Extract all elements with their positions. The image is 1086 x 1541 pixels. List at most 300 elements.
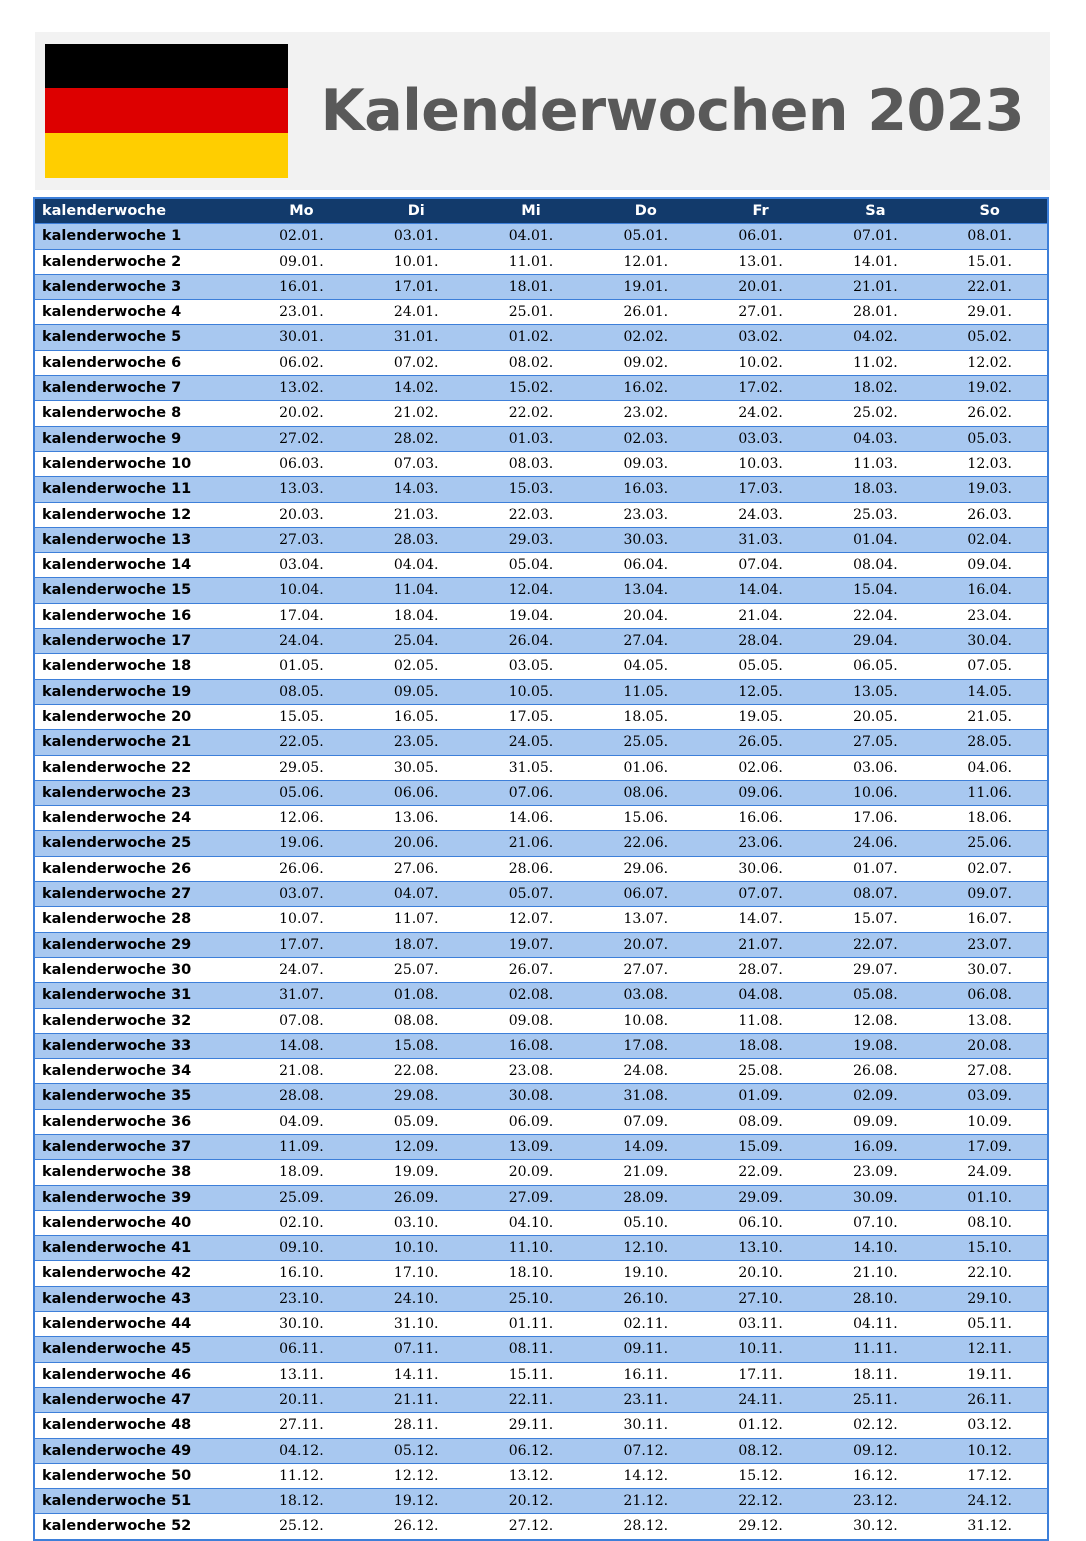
date-cell: 06.02. [244, 350, 359, 375]
table-row [34, 882, 1048, 907]
date-cell: 13.03. [244, 477, 359, 502]
week-label-cell: kalenderwoche 46 [34, 1362, 244, 1387]
date-cell: 02.10. [244, 1210, 359, 1235]
date-cell: 08.05. [244, 679, 359, 704]
date-cell: 17.12. [933, 1463, 1048, 1488]
date-cell: 16.05. [359, 704, 474, 729]
date-cell: 15.05. [244, 704, 359, 729]
date-cell: 10.10. [359, 1236, 474, 1261]
date-cell: 03.04. [244, 553, 359, 578]
flag-stripe-red [45, 88, 288, 133]
date-cell: 08.04. [818, 553, 933, 578]
date-cell: 21.08. [244, 1059, 359, 1084]
date-cell: 24.07. [244, 957, 359, 982]
date-cell: 18.11. [818, 1362, 933, 1387]
column-header-mo: Mo [244, 198, 359, 224]
date-cell: 15.07. [818, 907, 933, 932]
date-cell: 01.07. [818, 856, 933, 881]
date-cell: 26.07. [474, 957, 589, 982]
date-cell: 09.01. [244, 249, 359, 274]
date-cell: 27.04. [588, 629, 703, 654]
date-cell: 04.07. [359, 882, 474, 907]
date-cell: 17.06. [818, 806, 933, 831]
date-cell: 31.01. [359, 325, 474, 350]
date-cell: 25.06. [933, 831, 1048, 856]
date-cell: 12.02. [933, 350, 1048, 375]
date-cell: 02.09. [818, 1084, 933, 1109]
week-label-cell: kalenderwoche 50 [34, 1463, 244, 1488]
date-cell: 20.02. [244, 401, 359, 426]
table-row [34, 1059, 1048, 1084]
table-row [34, 553, 1048, 578]
table-row [34, 780, 1048, 805]
date-cell: 18.12. [244, 1489, 359, 1514]
date-cell: 11.01. [474, 249, 589, 274]
date-cell: 21.02. [359, 401, 474, 426]
date-cell: 02.02. [588, 325, 703, 350]
date-cell: 20.12. [474, 1489, 589, 1514]
date-cell: 25.04. [359, 629, 474, 654]
date-cell: 29.04. [818, 629, 933, 654]
date-cell: 31.07. [244, 983, 359, 1008]
date-cell: 30.03. [588, 527, 703, 552]
week-label-cell: kalenderwoche 24 [34, 806, 244, 831]
table-row [34, 629, 1048, 654]
date-cell: 17.11. [703, 1362, 818, 1387]
date-cell: 10.03. [703, 451, 818, 476]
date-cell: 21.04. [703, 603, 818, 628]
date-cell: 10.01. [359, 249, 474, 274]
date-cell: 20.11. [244, 1387, 359, 1412]
date-cell: 11.02. [818, 350, 933, 375]
date-cell: 19.04. [474, 603, 589, 628]
date-cell: 27.01. [703, 300, 818, 325]
week-label-cell: kalenderwoche 49 [34, 1438, 244, 1463]
date-cell: 06.07. [588, 882, 703, 907]
date-cell: 15.03. [474, 477, 589, 502]
date-cell: 25.05. [588, 730, 703, 755]
date-cell: 07.06. [474, 780, 589, 805]
date-cell: 21.06. [474, 831, 589, 856]
date-cell: 20.08. [933, 1033, 1048, 1058]
date-cell: 27.02. [244, 426, 359, 451]
date-cell: 08.09. [703, 1109, 818, 1134]
date-cell: 09.06. [703, 780, 818, 805]
date-cell: 30.08. [474, 1084, 589, 1109]
date-cell: 17.03. [703, 477, 818, 502]
date-cell: 24.12. [933, 1489, 1048, 1514]
date-cell: 13.10. [703, 1236, 818, 1261]
date-cell: 29.08. [359, 1084, 474, 1109]
date-cell: 22.02. [474, 401, 589, 426]
week-label-cell: kalenderwoche 26 [34, 856, 244, 881]
date-cell: 31.05. [474, 755, 589, 780]
week-label-cell: kalenderwoche 28 [34, 907, 244, 932]
date-cell: 14.04. [703, 578, 818, 603]
table-row [34, 426, 1048, 451]
date-cell: 25.03. [818, 502, 933, 527]
date-cell: 14.10. [818, 1236, 933, 1261]
date-cell: 04.02. [818, 325, 933, 350]
date-cell: 28.12. [588, 1514, 703, 1540]
table-row [34, 957, 1048, 982]
week-label-cell: kalenderwoche 47 [34, 1387, 244, 1412]
date-cell: 06.04. [588, 553, 703, 578]
date-cell: 24.09. [933, 1160, 1048, 1185]
date-cell: 12.09. [359, 1134, 474, 1159]
date-cell: 01.11. [474, 1312, 589, 1337]
date-cell: 19.10. [588, 1261, 703, 1286]
date-cell: 15.10. [933, 1236, 1048, 1261]
date-cell: 25.02. [818, 401, 933, 426]
date-cell: 12.06. [244, 806, 359, 831]
table-row [34, 1463, 1048, 1488]
date-cell: 23.12. [818, 1489, 933, 1514]
date-cell: 30.07. [933, 957, 1048, 982]
date-cell: 09.02. [588, 350, 703, 375]
table-row [34, 1160, 1048, 1185]
date-cell: 06.09. [474, 1109, 589, 1134]
date-cell: 21.03. [359, 502, 474, 527]
date-cell: 26.08. [818, 1059, 933, 1084]
date-cell: 08.11. [474, 1337, 589, 1362]
table-row [34, 376, 1048, 401]
date-cell: 18.08. [703, 1033, 818, 1058]
table-row [34, 477, 1048, 502]
date-cell: 12.12. [359, 1463, 474, 1488]
date-cell: 15.06. [588, 806, 703, 831]
table-row [34, 1084, 1048, 1109]
date-cell: 29.01. [933, 300, 1048, 325]
date-cell: 26.02. [933, 401, 1048, 426]
date-cell: 07.05. [933, 654, 1048, 679]
week-label-cell: kalenderwoche 21 [34, 730, 244, 755]
date-cell: 15.04. [818, 578, 933, 603]
date-cell: 07.02. [359, 350, 474, 375]
date-cell: 16.04. [933, 578, 1048, 603]
week-label-cell: kalenderwoche 43 [34, 1286, 244, 1311]
date-cell: 30.01. [244, 325, 359, 350]
date-cell: 26.09. [359, 1185, 474, 1210]
date-cell: 27.11. [244, 1413, 359, 1438]
date-cell: 10.02. [703, 350, 818, 375]
flag-stripe-black [45, 44, 288, 89]
date-cell: 16.07. [933, 907, 1048, 932]
table-row [34, 1362, 1048, 1387]
week-label-cell: kalenderwoche 36 [34, 1109, 244, 1134]
date-cell: 22.04. [818, 603, 933, 628]
date-cell: 14.01. [818, 249, 933, 274]
date-cell: 14.08. [244, 1033, 359, 1058]
date-cell: 08.08. [359, 1008, 474, 1033]
date-cell: 28.03. [359, 527, 474, 552]
table-row [34, 1413, 1048, 1438]
date-cell: 16.10. [244, 1261, 359, 1286]
date-cell: 18.02. [818, 376, 933, 401]
date-cell: 26.04. [474, 629, 589, 654]
column-header-so: So [933, 198, 1048, 224]
week-label-cell: kalenderwoche 35 [34, 1084, 244, 1109]
date-cell: 12.07. [474, 907, 589, 932]
date-cell: 18.06. [933, 806, 1048, 831]
date-cell: 20.05. [818, 704, 933, 729]
date-cell: 13.11. [244, 1362, 359, 1387]
date-cell: 07.12. [588, 1438, 703, 1463]
date-cell: 11.08. [703, 1008, 818, 1033]
date-cell: 04.09. [244, 1109, 359, 1134]
table-row [34, 527, 1048, 552]
date-cell: 09.03. [588, 451, 703, 476]
date-cell: 23.04. [933, 603, 1048, 628]
date-cell: 02.04. [933, 527, 1048, 552]
table-row [34, 1008, 1048, 1033]
date-cell: 24.02. [703, 401, 818, 426]
date-cell: 08.06. [588, 780, 703, 805]
date-cell: 02.07. [933, 856, 1048, 881]
date-cell: 01.08. [359, 983, 474, 1008]
week-label-cell: kalenderwoche 18 [34, 654, 244, 679]
date-cell: 18.10. [474, 1261, 589, 1286]
date-cell: 21.11. [359, 1387, 474, 1412]
week-label-cell: kalenderwoche 29 [34, 932, 244, 957]
date-cell: 08.07. [818, 882, 933, 907]
week-label-cell: kalenderwoche 27 [34, 882, 244, 907]
date-cell: 16.03. [588, 477, 703, 502]
date-cell: 11.03. [818, 451, 933, 476]
date-cell: 06.01. [703, 224, 818, 249]
week-label-cell: kalenderwoche 42 [34, 1261, 244, 1286]
date-cell: 17.02. [703, 376, 818, 401]
table-head [34, 198, 1048, 224]
date-cell: 06.11. [244, 1337, 359, 1362]
date-cell: 04.08. [703, 983, 818, 1008]
table-row [34, 983, 1048, 1008]
date-cell: 12.10. [588, 1236, 703, 1261]
date-cell: 27.03. [244, 527, 359, 552]
table-row [34, 1489, 1048, 1514]
week-label-cell: kalenderwoche 8 [34, 401, 244, 426]
week-label-cell: kalenderwoche 45 [34, 1337, 244, 1362]
date-cell: 29.03. [474, 527, 589, 552]
week-label-cell: kalenderwoche 22 [34, 755, 244, 780]
page-title: Kalenderwochen 2023 [320, 77, 1024, 144]
date-cell: 11.10. [474, 1236, 589, 1261]
date-cell: 03.05. [474, 654, 589, 679]
column-header-mi: Mi [474, 198, 589, 224]
date-cell: 07.08. [244, 1008, 359, 1033]
date-cell: 02.05. [359, 654, 474, 679]
date-cell: 19.12. [359, 1489, 474, 1514]
date-cell: 30.04. [933, 629, 1048, 654]
date-cell: 20.01. [703, 274, 818, 299]
table-row [34, 502, 1048, 527]
date-cell: 21.09. [588, 1160, 703, 1185]
date-cell: 23.08. [474, 1059, 589, 1084]
date-cell: 23.05. [359, 730, 474, 755]
table-row [34, 932, 1048, 957]
table-row [34, 350, 1048, 375]
date-cell: 17.05. [474, 704, 589, 729]
date-cell: 21.10. [818, 1261, 933, 1286]
date-cell: 24.08. [588, 1059, 703, 1084]
date-cell: 05.06. [244, 780, 359, 805]
date-cell: 27.06. [359, 856, 474, 881]
date-cell: 18.05. [588, 704, 703, 729]
page-header [35, 32, 1050, 190]
date-cell: 17.09. [933, 1134, 1048, 1159]
table-row [34, 603, 1048, 628]
table-row [34, 1134, 1048, 1159]
date-cell: 08.01. [933, 224, 1048, 249]
date-cell: 06.06. [359, 780, 474, 805]
date-cell: 01.04. [818, 527, 933, 552]
date-cell: 20.03. [244, 502, 359, 527]
date-cell: 16.09. [818, 1134, 933, 1159]
week-label-cell: kalenderwoche 4 [34, 300, 244, 325]
table-body [34, 224, 1048, 1540]
date-cell: 09.12. [818, 1438, 933, 1463]
date-cell: 15.11. [474, 1362, 589, 1387]
date-cell: 06.03. [244, 451, 359, 476]
week-label-cell: kalenderwoche 25 [34, 831, 244, 856]
week-label-cell: kalenderwoche 40 [34, 1210, 244, 1235]
date-cell: 13.07. [588, 907, 703, 932]
week-label-cell: kalenderwoche 7 [34, 376, 244, 401]
date-cell: 27.12. [474, 1514, 589, 1540]
column-header-kalenderwoche: kalenderwoche [34, 198, 244, 224]
date-cell: 14.05. [933, 679, 1048, 704]
date-cell: 09.08. [474, 1008, 589, 1033]
date-cell: 29.09. [703, 1185, 818, 1210]
date-cell: 17.04. [244, 603, 359, 628]
date-cell: 26.05. [703, 730, 818, 755]
date-cell: 26.03. [933, 502, 1048, 527]
date-cell: 28.01. [818, 300, 933, 325]
date-cell: 21.12. [588, 1489, 703, 1514]
date-cell: 05.02. [933, 325, 1048, 350]
week-label-cell: kalenderwoche 31 [34, 983, 244, 1008]
week-label-cell: kalenderwoche 20 [34, 704, 244, 729]
date-cell: 02.06. [703, 755, 818, 780]
date-cell: 30.11. [588, 1413, 703, 1438]
date-cell: 25.10. [474, 1286, 589, 1311]
date-cell: 24.01. [359, 300, 474, 325]
date-cell: 09.10. [244, 1236, 359, 1261]
date-cell: 10.05. [474, 679, 589, 704]
date-cell: 06.10. [703, 1210, 818, 1235]
date-cell: 01.09. [703, 1084, 818, 1109]
date-cell: 22.06. [588, 831, 703, 856]
date-cell: 13.12. [474, 1463, 589, 1488]
week-label-cell: kalenderwoche 38 [34, 1160, 244, 1185]
date-cell: 31.08. [588, 1084, 703, 1109]
date-cell: 17.01. [359, 274, 474, 299]
date-cell: 29.11. [474, 1413, 589, 1438]
date-cell: 10.09. [933, 1109, 1048, 1134]
table-row [34, 831, 1048, 856]
date-cell: 13.06. [359, 806, 474, 831]
date-cell: 14.02. [359, 376, 474, 401]
date-cell: 05.12. [359, 1438, 474, 1463]
date-cell: 02.11. [588, 1312, 703, 1337]
table-row [34, 907, 1048, 932]
date-cell: 23.09. [818, 1160, 933, 1185]
date-cell: 16.06. [703, 806, 818, 831]
date-cell: 23.06. [703, 831, 818, 856]
date-cell: 23.01. [244, 300, 359, 325]
date-cell: 07.11. [359, 1337, 474, 1362]
week-label-cell: kalenderwoche 6 [34, 350, 244, 375]
date-cell: 27.05. [818, 730, 933, 755]
date-cell: 20.04. [588, 603, 703, 628]
date-cell: 22.12. [703, 1489, 818, 1514]
date-cell: 04.03. [818, 426, 933, 451]
date-cell: 07.10. [818, 1210, 933, 1235]
date-cell: 28.07. [703, 957, 818, 982]
date-cell: 20.10. [703, 1261, 818, 1286]
table-row [34, 274, 1048, 299]
date-cell: 19.07. [474, 932, 589, 957]
date-cell: 19.06. [244, 831, 359, 856]
table-row [34, 325, 1048, 350]
date-cell: 27.07. [588, 957, 703, 982]
column-header-sa: Sa [818, 198, 933, 224]
table-row [34, 300, 1048, 325]
date-cell: 27.10. [703, 1286, 818, 1311]
date-cell: 07.07. [703, 882, 818, 907]
table-row [34, 856, 1048, 881]
date-cell: 12.05. [703, 679, 818, 704]
table-header-row [34, 198, 1048, 224]
date-cell: 19.03. [933, 477, 1048, 502]
table-row [34, 1236, 1048, 1261]
date-cell: 28.11. [359, 1413, 474, 1438]
date-cell: 30.05. [359, 755, 474, 780]
week-label-cell: kalenderwoche 1 [34, 224, 244, 249]
week-label-cell: kalenderwoche 2 [34, 249, 244, 274]
week-label-cell: kalenderwoche 9 [34, 426, 244, 451]
date-cell: 25.11. [818, 1387, 933, 1412]
column-header-fr: Fr [703, 198, 818, 224]
date-cell: 16.02. [588, 376, 703, 401]
table-row [34, 679, 1048, 704]
date-cell: 15.08. [359, 1033, 474, 1058]
date-cell: 06.05. [818, 654, 933, 679]
date-cell: 22.08. [359, 1059, 474, 1084]
date-cell: 16.01. [244, 274, 359, 299]
date-cell: 15.01. [933, 249, 1048, 274]
date-cell: 14.07. [703, 907, 818, 932]
column-header-di: Di [359, 198, 474, 224]
date-cell: 02.03. [588, 426, 703, 451]
week-label-cell: kalenderwoche 39 [34, 1185, 244, 1210]
table-row [34, 1312, 1048, 1337]
date-cell: 25.12. [244, 1514, 359, 1540]
date-cell: 26.12. [359, 1514, 474, 1540]
date-cell: 12.04. [474, 578, 589, 603]
table-row [34, 1387, 1048, 1412]
date-cell: 17.07. [244, 932, 359, 957]
date-cell: 03.01. [359, 224, 474, 249]
date-cell: 03.12. [933, 1413, 1048, 1438]
date-cell: 31.10. [359, 1312, 474, 1337]
date-cell: 11.06. [933, 780, 1048, 805]
date-cell: 16.08. [474, 1033, 589, 1058]
date-cell: 12.03. [933, 451, 1048, 476]
date-cell: 04.10. [474, 1210, 589, 1235]
date-cell: 08.02. [474, 350, 589, 375]
date-cell: 05.10. [588, 1210, 703, 1235]
